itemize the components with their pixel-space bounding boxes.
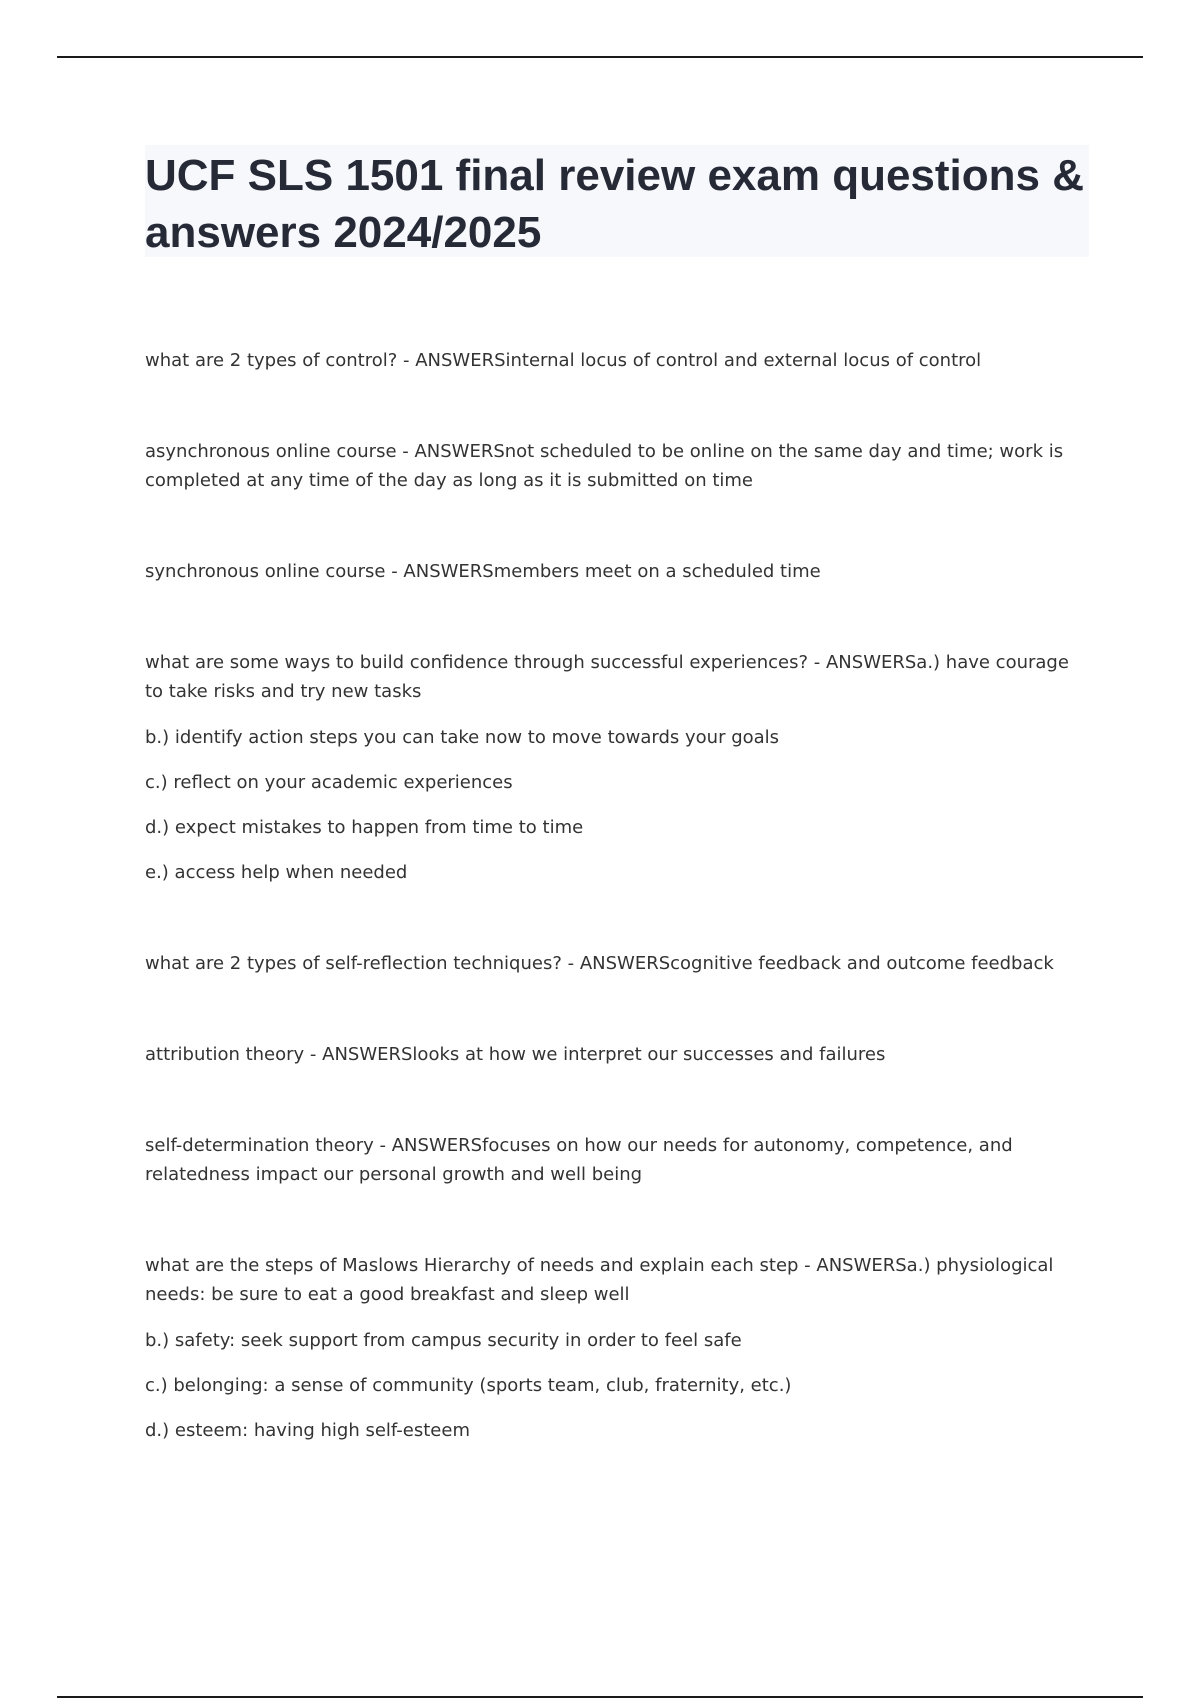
qa-paragraph: e.) access help when needed: [145, 862, 408, 883]
qa-paragraph: synchronous online course - ANSWERSmembers meet on a scheduled time: [145, 561, 821, 582]
qa-paragraph: what are the steps of Maslows Hierarchy of needs and explain each step - ANSWERSa.) physiological needs: be sure to eat a good breakfast and sleep well: [145, 1255, 1054, 1305]
qa-paragraph: c.) reflect on your academic experiences: [145, 772, 513, 793]
qa-paragraph: b.) identify action steps you can take now to move towards your goals: [145, 727, 780, 748]
page-title: UCF SLS 1501 final review exam questions & answers 2024/2025: [145, 151, 1084, 257]
qa-paragraph: what are 2 types of control? - ANSWERSinternal locus of control and external locus of control: [145, 350, 982, 371]
qa-paragraph: self-determination theory - ANSWERSfocuses on how our needs for autonomy, competence, and relatedness impact our personal growth and well being: [145, 1135, 1013, 1185]
bottom-rule: [57, 1696, 1143, 1698]
qa-paragraph: what are some ways to build confidence through successful experiences? - ANSWERSa.) have courage to take risks and try new tasks: [145, 652, 1069, 702]
top-rule: [57, 56, 1143, 58]
qa-paragraph: what are 2 types of self-reflection techniques? - ANSWERScognitive feedback and outcome feedback: [145, 953, 1054, 974]
qa-paragraph: attribution theory - ANSWERSlooks at how we interpret our successes and failures: [145, 1044, 886, 1065]
qa-paragraph: d.) expect mistakes to happen from time to time: [145, 817, 584, 838]
qa-paragraph: d.) esteem: having high self-esteem: [145, 1420, 470, 1441]
title-block: [145, 145, 1089, 257]
qa-paragraph: c.) belonging: a sense of community (sports team, club, fraternity, etc.): [145, 1375, 792, 1396]
qa-paragraph: b.) safety: seek support from campus security in order to feel safe: [145, 1330, 742, 1351]
qa-paragraph: asynchronous online course - ANSWERSnot scheduled to be online on the same day and time; work is completed at any time of the day as long as it is submitted on time: [145, 441, 1064, 491]
